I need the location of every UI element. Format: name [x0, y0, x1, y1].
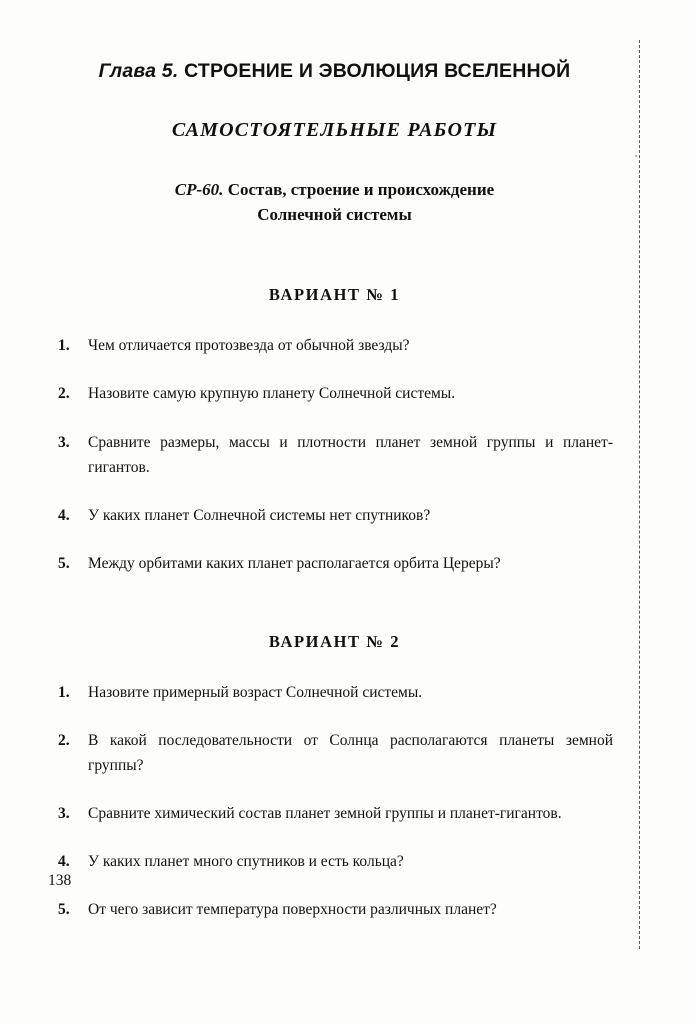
question-number: 5.: [58, 554, 70, 572]
variant-2-heading: ВАРИАНТ № 2: [268, 631, 401, 651]
list-item: [52, 801, 617, 826]
work-title: [52, 178, 617, 227]
question-text: Чем отличается протозвезда от обычной звезды?: [88, 337, 410, 355]
question-number: 5.: [58, 901, 70, 919]
page-speck: [635, 155, 637, 157]
question-text: Сравните химический состав планет земной группы и планет-гигантов.: [88, 805, 562, 823]
list-item: [52, 503, 617, 528]
chapter-title-text: СТРОЕНИЕ И ЭВОЛЮЦИЯ ВСЕЛЕННОЙ: [184, 60, 571, 82]
page-content: [52, 60, 617, 946]
variant-1-heading: ВАРИАНТ № 1: [268, 285, 401, 305]
scan-edge-line: [639, 40, 640, 949]
question-text: В какой последовательности от Солнца располагаются планеты земной группы?: [88, 732, 613, 775]
list-item: [52, 680, 617, 705]
question-number: 1.: [58, 337, 70, 355]
question-text: Между орбитами каких планет располагается орбита Цереры?: [88, 554, 501, 572]
work-title-line-1: Состав, строение и происхождение: [227, 180, 495, 199]
question-number: 4.: [58, 853, 70, 871]
question-text: У каких планет Солнечной системы нет спутников?: [88, 506, 431, 524]
list-item: [52, 728, 617, 778]
question-number: 4.: [58, 506, 70, 524]
question-text: У каких планет много спутников и есть кольца?: [88, 853, 404, 871]
list-item: [52, 381, 617, 406]
work-title-line-2: Солнечной системы: [257, 204, 412, 224]
variant-2-question-list: [52, 680, 617, 923]
list-item: [52, 551, 617, 576]
chapter-number: Глава 5.: [98, 60, 179, 82]
variant-1-question-list: [52, 333, 617, 576]
list-item: [52, 333, 617, 358]
question-number: 2.: [58, 732, 70, 750]
work-code: СР-60.: [174, 180, 224, 199]
page-number: 138: [48, 872, 72, 889]
section-title: САМОСТОЯТЕЛЬНЫЕ РАБОТЫ: [171, 119, 498, 141]
question-number: 3.: [58, 433, 70, 451]
list-item: [52, 897, 617, 922]
list-item: [52, 430, 617, 480]
question-text: Назовите примерный возраст Солнечной системы.: [88, 683, 423, 701]
page-title: [52, 60, 617, 83]
question-number: 2.: [58, 385, 70, 403]
list-item: [52, 849, 617, 874]
question-number: 3.: [58, 805, 70, 823]
question-text: Назовите самую крупную планету Солнечной системы.: [88, 385, 456, 403]
question-text: От чего зависит температура поверхности различных планет?: [88, 901, 497, 919]
question-text: Сравните размеры, массы и плотности планет земной группы и планет-гигантов.: [88, 433, 613, 476]
question-number: 1.: [58, 683, 70, 701]
